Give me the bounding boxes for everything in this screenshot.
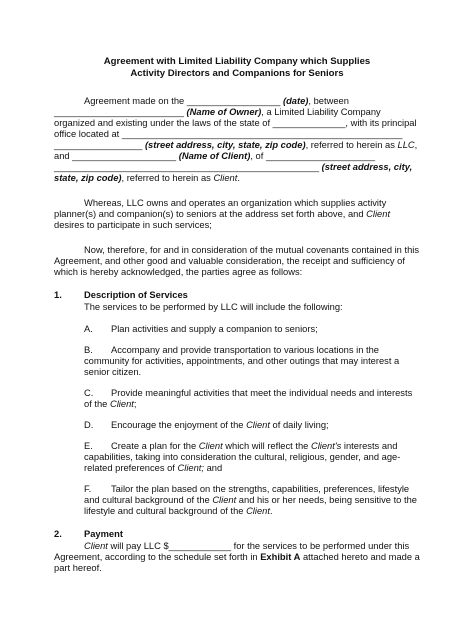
section-2-title: Payment	[84, 529, 123, 539]
client-term: Client	[109, 399, 134, 409]
client-term: Client	[198, 441, 223, 451]
intro-text: .	[237, 173, 240, 183]
item-text: which will reflect the	[222, 441, 311, 451]
section-1-lead: The services to be performed by LLC will include the following:	[84, 302, 343, 312]
intro-paragraph	[54, 96, 420, 184]
intro-text: , and ____________________	[54, 140, 418, 161]
owner-address-placeholder: (street address, city, state, zip code)	[144, 140, 306, 150]
service-item-f	[84, 484, 420, 517]
section-1-number: 1.	[54, 290, 62, 300]
client-term: Client;	[177, 463, 204, 473]
item-letter: E.	[84, 441, 93, 451]
date-placeholder: (date)	[282, 96, 309, 106]
item-text: and	[204, 463, 223, 473]
intro-text: , referred to herein as	[121, 173, 214, 183]
client-address-placeholder: (street address, city, state, zip code)	[54, 162, 413, 183]
item-text: interests and capabilities, taking into consideration the cultural, religious, gender, and age-related preferences of	[84, 441, 401, 473]
title-line-1: Agreement with Limited Liability Company which Supplies	[103, 56, 371, 67]
title-line-2: Activity Directors and Companions for Seniors	[130, 68, 344, 79]
item-text: and his or her needs, being sensitive to the lifestyle and cultural background of the	[84, 495, 417, 516]
service-item-a	[84, 324, 420, 335]
section-2-number: 2.	[54, 529, 62, 539]
client-term: Client	[212, 495, 237, 505]
client-term: Client	[246, 506, 270, 516]
service-item-c	[84, 388, 420, 410]
owner-name-placeholder: (Name of Owner)	[186, 107, 262, 117]
llc-term: LLC	[397, 140, 415, 150]
payment-paragraph	[54, 541, 420, 574]
client-term: Client	[84, 541, 108, 551]
item-letter: F.	[84, 484, 92, 494]
therefore-paragraph: Now, therefore, for and in consideration of the mutual covenants contained in this Agreement, and other good and valuable consideration, the receipt and sufficiency of which is hereby acknowledged, the parties agree as follows:	[54, 245, 420, 277]
item-text: Accompany and provide transportation to various locations in the community for activities, appointments, and other outings that may interest a senior citizen.	[84, 345, 400, 377]
document-title	[54, 56, 420, 80]
item-letter: A.	[84, 324, 93, 334]
item-text: Provide meaningful activities that meet the individual needs and interests of the	[84, 388, 413, 409]
item-text: .	[269, 506, 273, 516]
item-text: Tailor the plan based on the strengths, capabilities, preferences, lifestyle and cultural background of the	[84, 484, 410, 505]
payment-text: attached hereto and made a part hereof.	[54, 552, 420, 573]
item-text: Create a plan for the	[111, 441, 199, 451]
client-possessive-term: Client's	[310, 441, 342, 451]
intro-text: , of _____________________ ___________________________________________________	[54, 151, 376, 172]
section-1-heading	[54, 290, 420, 301]
whereas-text: desires to participate in such services;	[54, 220, 212, 230]
section-2-heading	[54, 529, 420, 540]
client-term: Client	[213, 173, 238, 183]
intro-text: , referred to herein as	[305, 140, 398, 150]
intro-text: Agreement made on the __________________	[84, 96, 283, 106]
section-1-title: Description of Services	[84, 290, 188, 300]
service-item-b	[84, 345, 420, 378]
item-letter: D.	[84, 420, 94, 430]
exhibit-reference: Exhibit A	[260, 552, 301, 562]
payment-text: will pay LLC $____________ for the services to be performed under this Agreement, according to the schedule set forth in	[54, 541, 410, 562]
client-term: Client	[246, 420, 270, 430]
item-text: Encourage the enjoyment of the	[111, 420, 247, 430]
intro-text: , a Limited Liability Company organized and existing under the laws of the state of ______________, with its principal office located at ______________________________________________________ _________________	[54, 107, 417, 150]
client-term: Client	[366, 209, 391, 219]
client-name-placeholder: (Name of Client)	[178, 151, 251, 161]
whereas-paragraph	[54, 198, 420, 231]
item-letter: C.	[84, 388, 94, 398]
item-text: ;	[133, 399, 137, 409]
service-item-e	[84, 441, 420, 474]
service-item-d	[84, 420, 420, 431]
item-letter: B.	[84, 345, 93, 355]
intro-text: , between _________________________	[54, 96, 349, 117]
whereas-text: Whereas, LLC owns and operates an organization which supplies activity planner(s) and companion(s) to seniors at the address set forth above, and	[54, 198, 387, 219]
item-text: Plan activities and supply a companion to seniors;	[111, 324, 318, 334]
item-text: of daily living;	[269, 420, 329, 430]
